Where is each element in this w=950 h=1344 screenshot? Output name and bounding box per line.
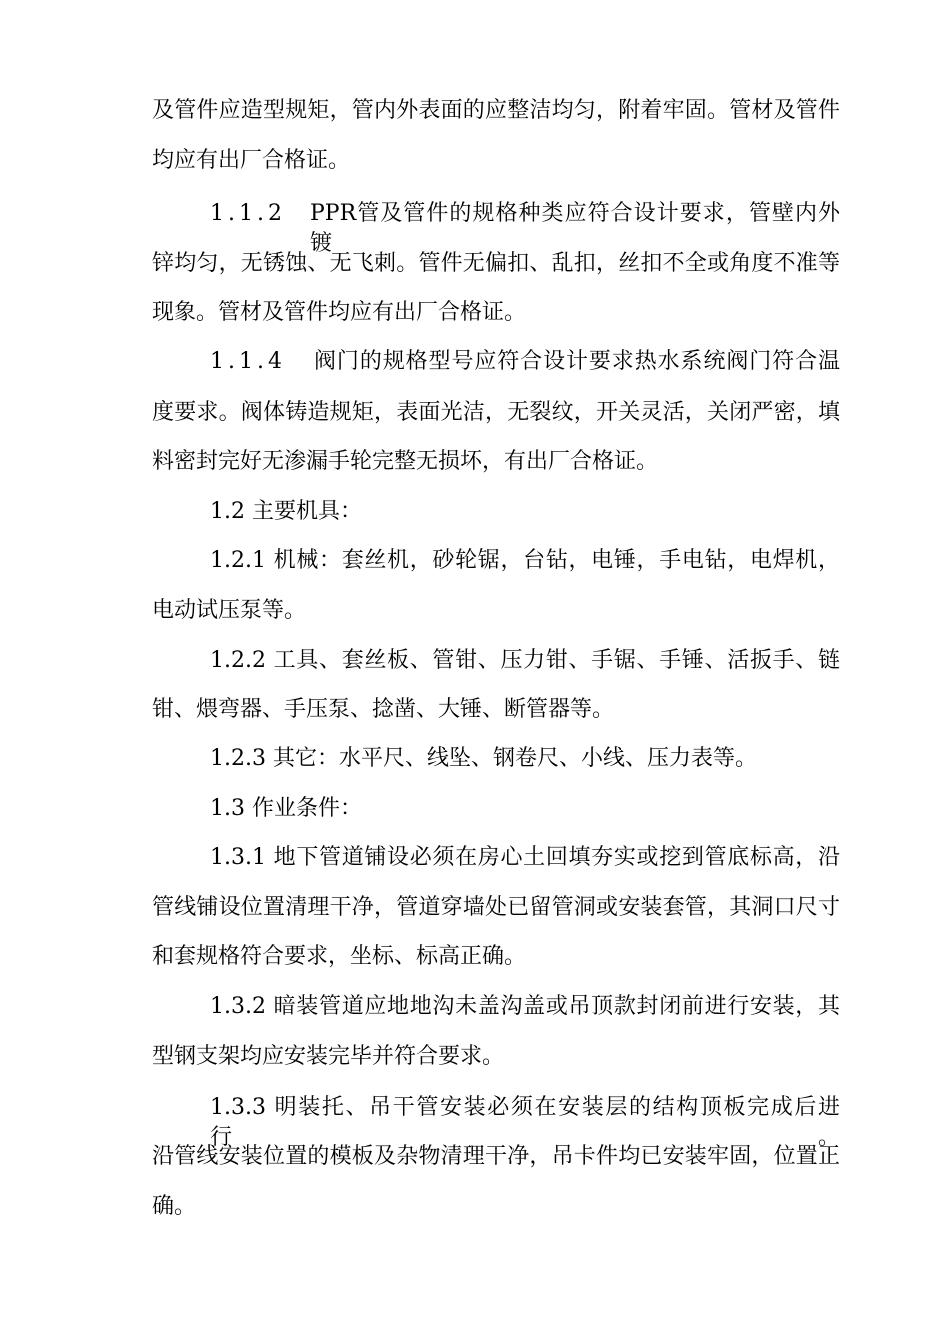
text-line: 度要求。阀体铸造规矩，表面光洁，无裂纹，开关灵活，关闭严密，填 — [152, 400, 840, 425]
text-line: 1.3.1 地下管道铺设必须在房心土回填夯实或挖到管底标高，沿 — [210, 845, 840, 870]
text-line: 确。 — [152, 1194, 197, 1219]
text-line: 电动试压泵等。 — [152, 598, 307, 623]
text-line: 锌均匀，无锈蚀、无飞刺。管件无偏扣、乱扣，丝扣不全或角度不准等 — [152, 251, 840, 276]
text-line: 阀门的规格型号应符合设计要求热水系统阀门符合温 — [314, 349, 840, 374]
heading-text: 1.3 作业条件： — [210, 796, 362, 821]
text-line: 现象。管材及管件均应有出厂合格证。 — [152, 300, 527, 325]
text-line: 1.3.3 明装托、吊干管安装必须在安装层的结构顶板完成后进行。 — [210, 1095, 840, 1150]
text-line: PPR管及管件的规格种类应符合设计要求，管壁内外镀 — [310, 201, 840, 256]
paragraph-line — [0, 1192, 950, 1282]
text-line: 和套规格符合要求，坐标、标高正确。 — [152, 944, 527, 969]
text-line: 1.3.2 暗装管道应地地沟未盖沟盖或吊顶款封闭前进行安装，其 — [210, 994, 840, 1019]
heading-text: 1.2 主要机具： — [210, 499, 362, 524]
text-line: 1.2.3 其它：水平尺、线坠、钢卷尺、小线、压力表等。 — [210, 746, 757, 771]
text-line: 沿管线安装位置的模板及杂物清理干净，吊卡件均已安装牢固，位置正 — [152, 1144, 840, 1169]
section-number: 1.1.2 — [210, 201, 286, 226]
text-line: 均应有出厂合格证。 — [152, 148, 351, 173]
text-line: 及管件应造型规矩，管内外表面的应整洁均匀，附着牢固。管材及管件 — [152, 98, 840, 123]
text-line: 1.2.1 机械：套丝机，砂轮锯，台钻，电锤，手电钻，电焊机， — [210, 548, 840, 573]
text-line: 管线铺设位置清理干净，管道穿墙处已留管洞或安装套管，其洞口尺寸 — [152, 895, 840, 920]
text-line: 料密封完好无渗漏手轮完整无损坏，有出厂合格证。 — [152, 449, 659, 474]
text-line: 钳、煨弯器、手压泵、捻凿、大锤、断管器等。 — [152, 697, 615, 722]
text-line: 1.2.2 工具、套丝板、管钳、压力钳、手锯、手锤、活扳手、链 — [210, 648, 840, 673]
text-line: 型钢支架均应安装完毕并符合要求。 — [152, 1044, 505, 1069]
section-number: 1.1.4 — [210, 349, 286, 374]
